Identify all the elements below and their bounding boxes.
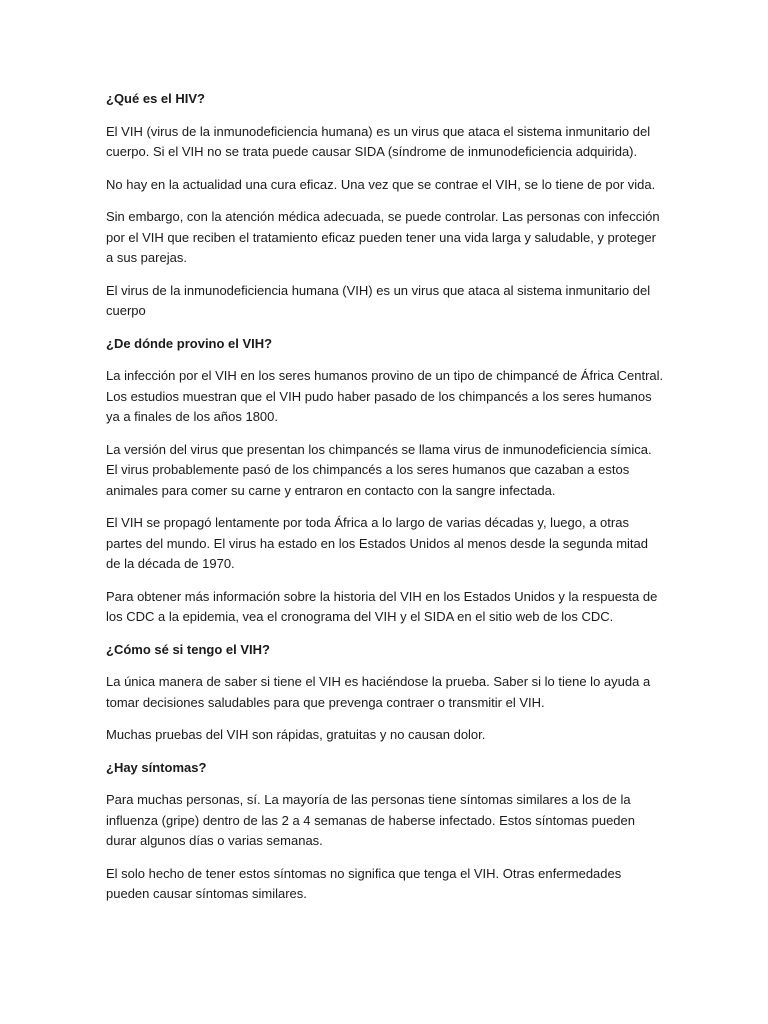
paragraph: El virus de la inmunodeficiencia humana (VIH) es un virus que ataca al sistema inmunitario del cuerpo: [106, 282, 651, 318]
section-heading-symptoms: ¿Hay síntomas?: [106, 759, 207, 775]
document-body: [106, 89, 666, 917]
paragraph: Sin embargo, con la atención médica adecuada, se puede controlar. Las personas con infección por el VIH que reciben el tratamiento eficaz pueden tener una vida larga y saludable, y proteger a sus parejas.: [106, 209, 660, 265]
paragraph: La infección por el VIH en los seres humanos provino de un tipo de chimpancé de África Central. Los estudios muestran que el VIH pudo haber pasado de los chimpancés a los seres humanos ya a finales de los años 1800.: [106, 368, 664, 424]
paragraph: La versión del virus que presentan los chimpancés se llama virus de inmunodeficiencia símica. El virus probablemente pasó de los chimpancés a los seres humanos que cazaban a estos animales para comer su carne y entraron en contacto con la sangre infectada.: [106, 441, 652, 498]
section-heading-how-to-know: ¿Cómo sé si tengo el VIH?: [106, 641, 270, 657]
section-heading-origin: ¿De dónde provino el VIH?: [106, 335, 273, 351]
paragraph: El VIH (virus de la inmunodeficiencia humana) es un virus que ataca el sistema inmunitario del cuerpo. Si el VIH no se trata puede causar SIDA (síndrome de inmunodeficiencia adquirida).: [106, 123, 651, 159]
paragraph: El solo hecho de tener estos síntomas no significa que tenga el VIH. Otras enfermedades pueden causar síntomas similares.: [106, 865, 622, 901]
section-heading-what-is-hiv: ¿Qué es el HIV?: [106, 91, 205, 106]
paragraph: La única manera de saber si tiene el VIH es haciéndose la prueba. Saber si lo tiene lo ayuda a tomar decisiones saludables para que prevenga contraer o transmitir el VIH.: [106, 674, 651, 710]
paragraph: Para muchas personas, sí. La mayoría de las personas tiene síntomas similares a los de la influenza (gripe) dentro de las 2 a 4 semanas de haberse infectado. Estos síntomas pueden durar algunos días o varias semanas.: [106, 792, 635, 848]
paragraph: Muchas pruebas del VIH son rápidas, gratuitas y no causan dolor.: [106, 727, 486, 742]
paragraph: Para obtener más información sobre la historia del VIH en los Estados Unidos y la respuesta de los CDC a la epidemia, vea el cronograma del VIH y el SIDA en el sitio web de los CDC.: [106, 588, 658, 624]
paragraph: El VIH se propagó lentamente por toda África a lo largo de varias décadas y, luego, a otras partes del mundo. El virus ha estado en los Estados Unidos al menos desde la segunda mitad de la década de 1970.: [106, 515, 648, 571]
paragraph: No hay en la actualidad una cura eficaz. Una vez que se contrae el VIH, se lo tiene de por vida.: [106, 176, 656, 192]
